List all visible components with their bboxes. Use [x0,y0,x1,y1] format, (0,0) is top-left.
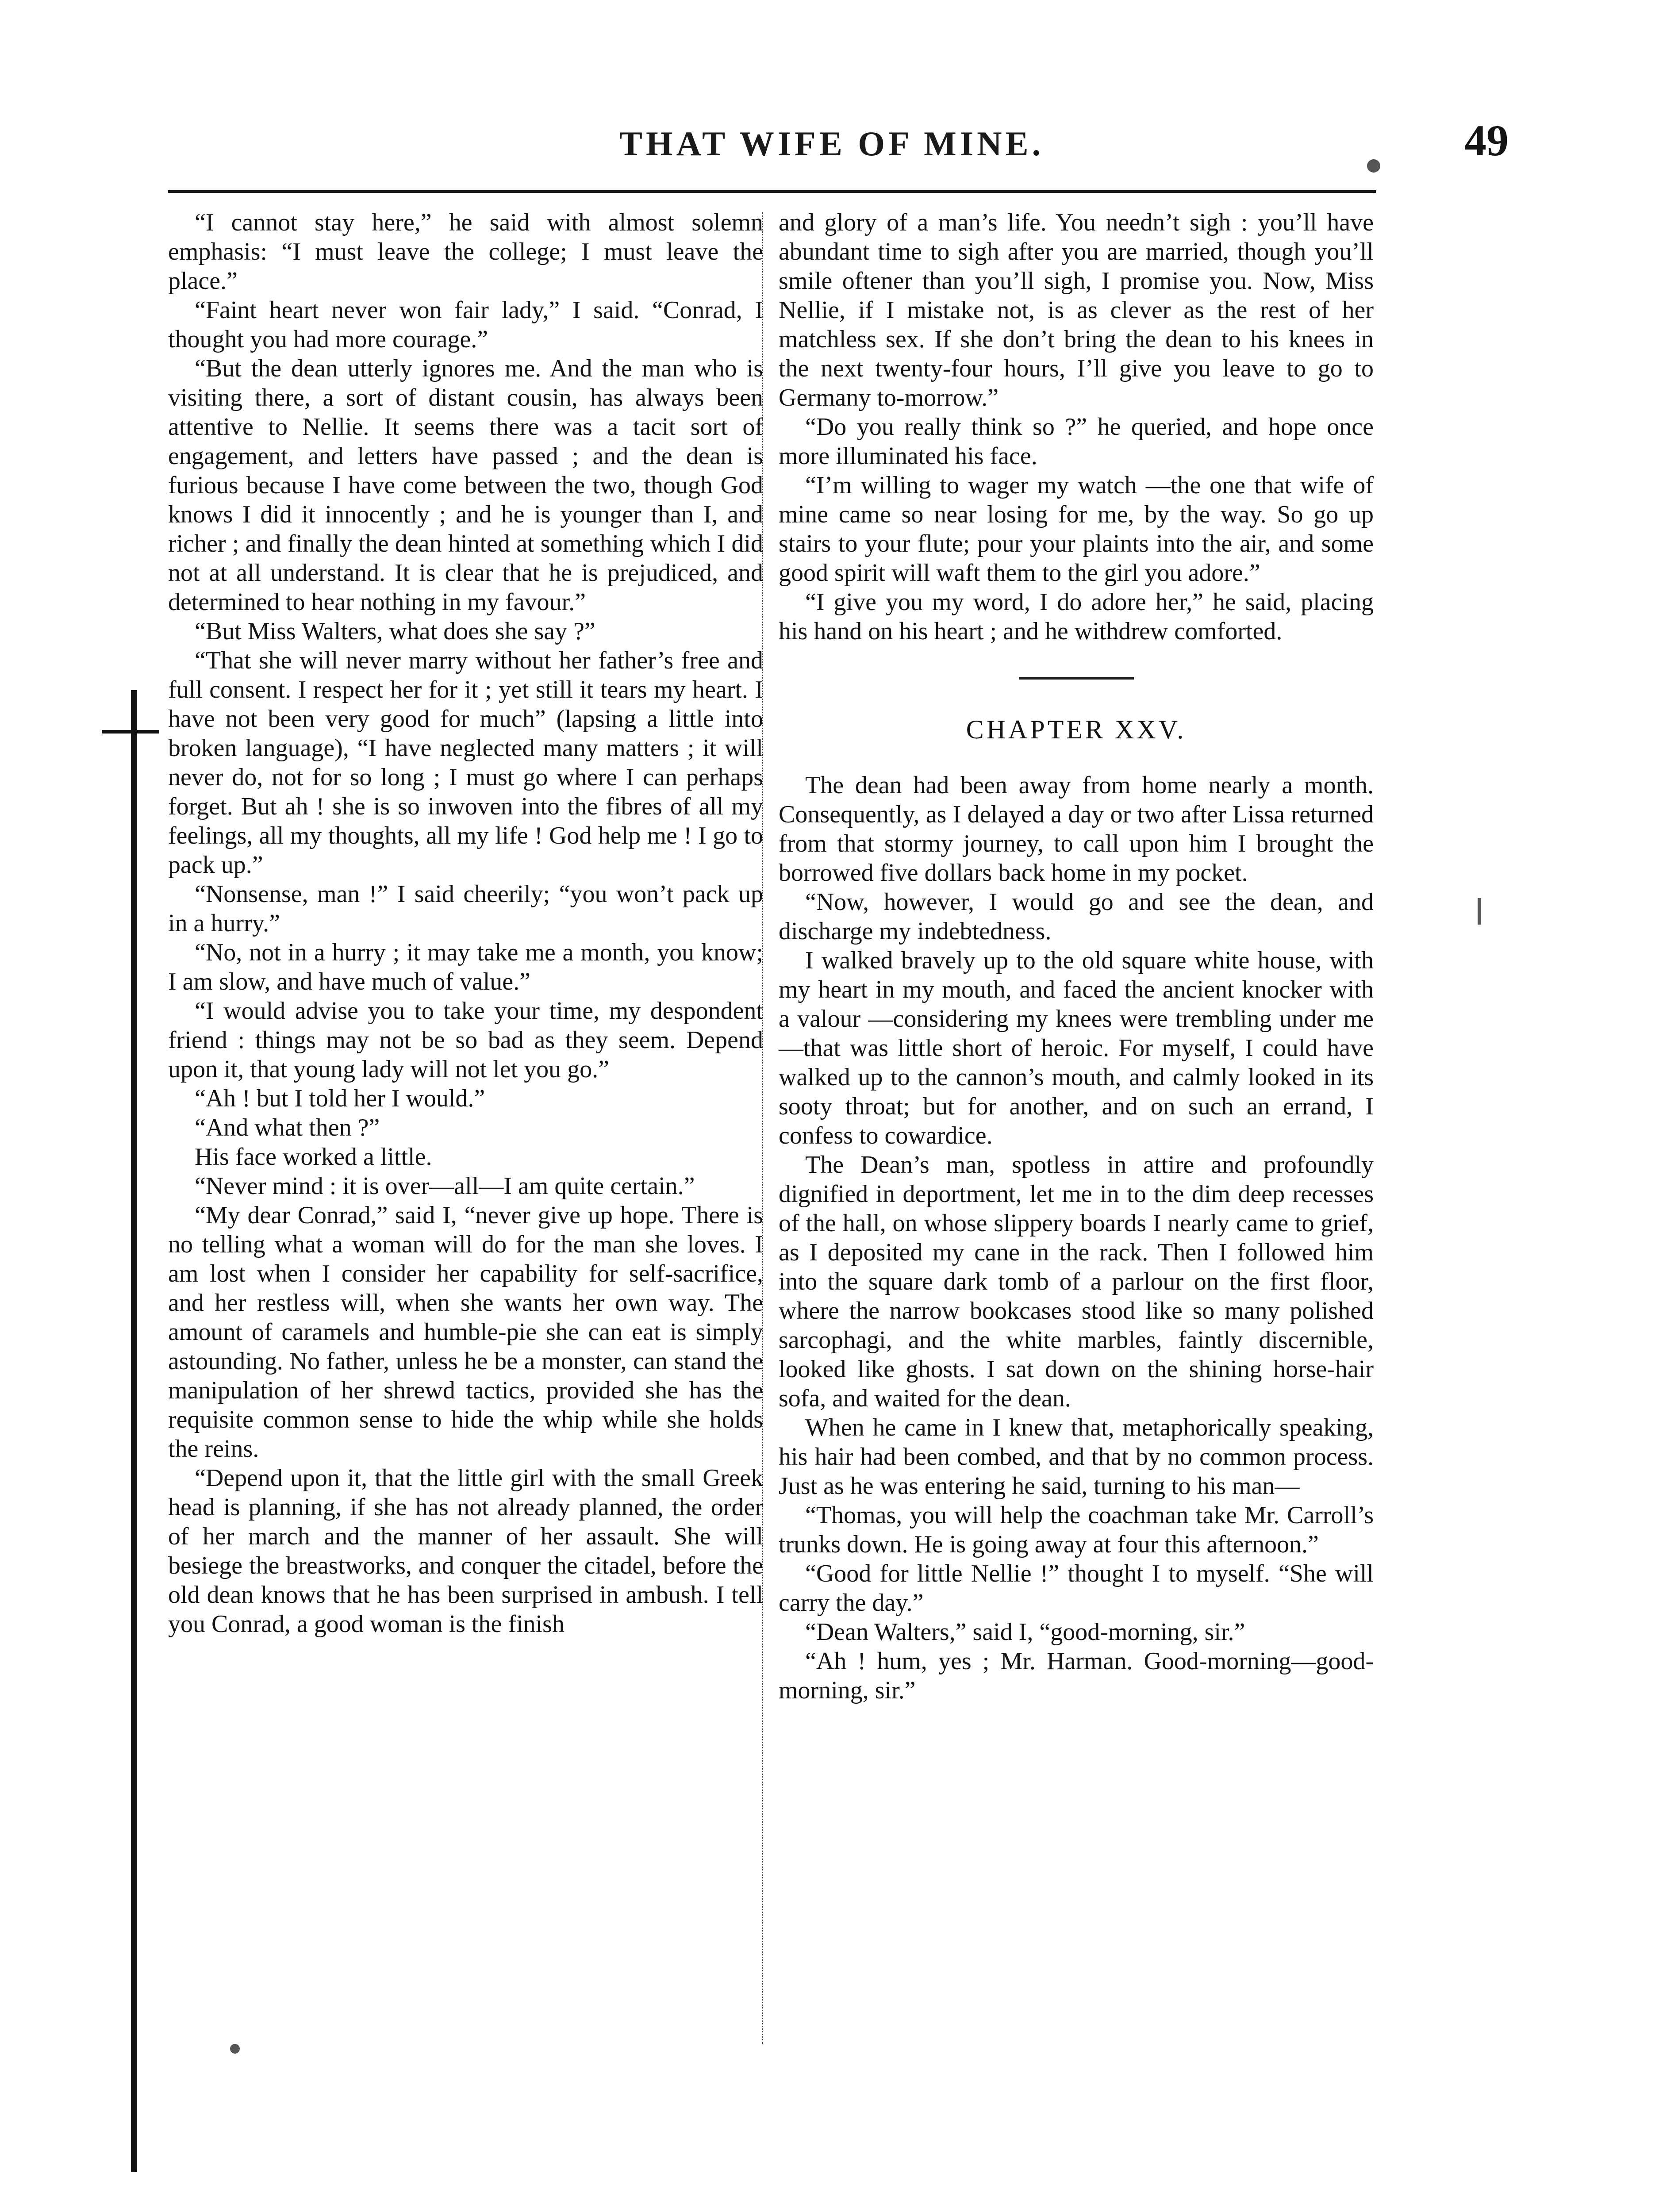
running-head [168,111,1509,177]
paragraph: When he came in I knew that, metaphorically speaking, his hair had been combed, and that by no common process. Just as he was entering he said, turning to his man— [779,1414,1374,1500]
paragraph: “I would advise you to take your time, my despondent friend : things may not be so bad as they seem. Depend upon it, that young lady will not let you go.” [168,997,763,1083]
paragraph: I walked bravely up to the old square white house, with my heart in my mouth, and faced the ancient knocker with a valour —considering my knees were trembling under me—that was little short of heroic. For myself, I could have walked up to the cannon’s mouth, and calmly looked in its sooty throat; but for another, and on such an errand, I confess to cowardice. [779,947,1374,1149]
paragraph: “No, not in a hurry ; it may take me a month, you know; I am slow, and have much of value.” [168,939,763,995]
paragraph: “Do you really think so ?” he queried, and hope once more illuminated his face. [779,413,1374,470]
paragraph: “I give you my word, I do adore her,” he said, placing his hand on his heart ; and he withdrew comforted. [779,588,1374,645]
chapter-rule [1019,677,1134,680]
paragraph: His face worked a little. [195,1143,432,1171]
paragraph: “But Miss Walters, what does she say ?” [195,618,595,645]
paragraph: “Depend upon it, that the little girl with the small Greek head is planning, if she has not already planned, the order of her march and the manner of her assault. She will besiege the breastworks, and conquer the citadel, before the old dean knows that he has been surprised in ambush. I tell you Conrad, a good woman is the finish [168,1464,763,1638]
page-number: 49 [1464,116,1509,165]
left-column [168,208,763,1639]
paragraph: “But the dean utterly ignores me. And the man who is visiting there, a sort of distant cousin, has always been attentive to Nellie. It seems there was a tacit sort of engagement, and letters have passed ; and the dean is furious because I have come between the two, though God knows I did it innocently ; and he is younger than I, and richer ; and finally the dean hinted at something which I did not at all understand. It is clear that he is prejudiced, and determined to hear nothing in my favour.” [168,355,763,616]
paragraph: “Faint heart never won fair lady,” I said. “Conrad, I thought you had more courage.” [168,296,763,353]
paragraph: The Dean’s man, spotless in attire and profoundly dignified in deportment, let me in to the dim deep recesses of the hall, on whose slippery boards I nearly came to grief, as I deposited my cane in the rack. Then I followed him into the square dark tomb of a parlour on the first floor, where the narrow bookcases stood like so many polished sarcophagi, and the white marbles, faintly discernible, looked like ghosts. I sat down on the shining horse-hair sofa, and waited for the dean. [779,1151,1374,1412]
ink-speck [230,2044,240,2054]
chapter-heading: CHAPTER XXV. [966,715,1187,744]
header-rule [168,190,1376,193]
paragraph: “Never mind : it is over—all—I am quite certain.” [195,1172,695,1200]
paragraph: “Nonsense, man !” I said cheerily; “you won’t pack up in a hurry.” [168,880,763,937]
paragraph: “Good for little Nellie !” thought I to myself. “She will carry the day.” [779,1560,1374,1617]
paragraph: “That she will never marry without her father’s free and full consent. I respect her for it ; yet still it tears my heart. I have not been very good for much” (lapsing a little into broken language), “I have neglected many matters ; it will never do, not for so long ; I must go where I can perhaps forget. But ah ! she is so inwoven into the fibres of all my feelings, all my thoughts, all my life ! God help me ! I go to pack up.” [168,647,763,879]
paragraph: “Thomas, you will help the coachman take Mr. Carroll’s trunks down. He is going away at four this afternoon.” [779,1502,1374,1558]
paragraph: “I cannot stay here,” he said with almost solemn emphasis: “I must leave the college; I must leave the place.” [168,209,763,295]
ink-speck [1367,159,1380,173]
paragraph: and glory of a man’s life. You needn’t sigh : you’ll have abundant time to sigh after you are married, though you’ll smile oftener than you’ll sigh, I promise you. Now, Miss Nellie, if I mistake not, is as clever as the rest of her matchless sex. If she don’t bring the dean to his knees in the next twenty-four hours, I’ll give you leave to go to Germany to-morrow.” [779,209,1374,411]
binding-edge-mark [131,690,137,2172]
paragraph: “Ah ! but I told her I would.” [195,1085,485,1112]
paragraph: The dean had been away from home nearly a month. Consequently, as I delayed a day or two after Lissa returned from that stormy journey, to call upon him I brought the borrowed five dollars back home in my pocket. [779,772,1374,887]
paragraph: “Ah ! hum, yes ; Mr. Harman. Good-morning—good-morning, sir.” [779,1647,1374,1704]
running-title: THAT WIFE OF MINE. [619,124,1045,163]
ink-speck [1478,898,1481,925]
right-column [779,208,1374,1705]
paragraph: “And what then ?” [195,1114,380,1141]
column-divider [762,212,764,2044]
binding-tick-mark [102,730,159,733]
paragraph: “Now, however, I would go and see the dean, and discharge my indebtedness. [779,888,1374,945]
paragraph: “I’m willing to wager my watch —the one that wife of mine came so near losing for me, by the way. So go up stairs to your flute; pour your plaints into the air, and some good spirit will waft them to the girl you adore.” [779,472,1374,587]
paragraph: “Dean Walters,” said I, “good-morning, sir.” [805,1618,1245,1646]
paragraph: “My dear Conrad,” said I, “never give up hope. There is no telling what a woman will do for the man she loves. I am lost when I consider her capability for self-sacrifice, and her restless will, when she wants her own way. The amount of caramels and humble-pie she can eat is simply astounding. No father, unless he be a monster, can stand the manipulation of her shrewd tactics, provided she has the requisite common sense to hide the whip while she holds the reins. [168,1202,763,1463]
